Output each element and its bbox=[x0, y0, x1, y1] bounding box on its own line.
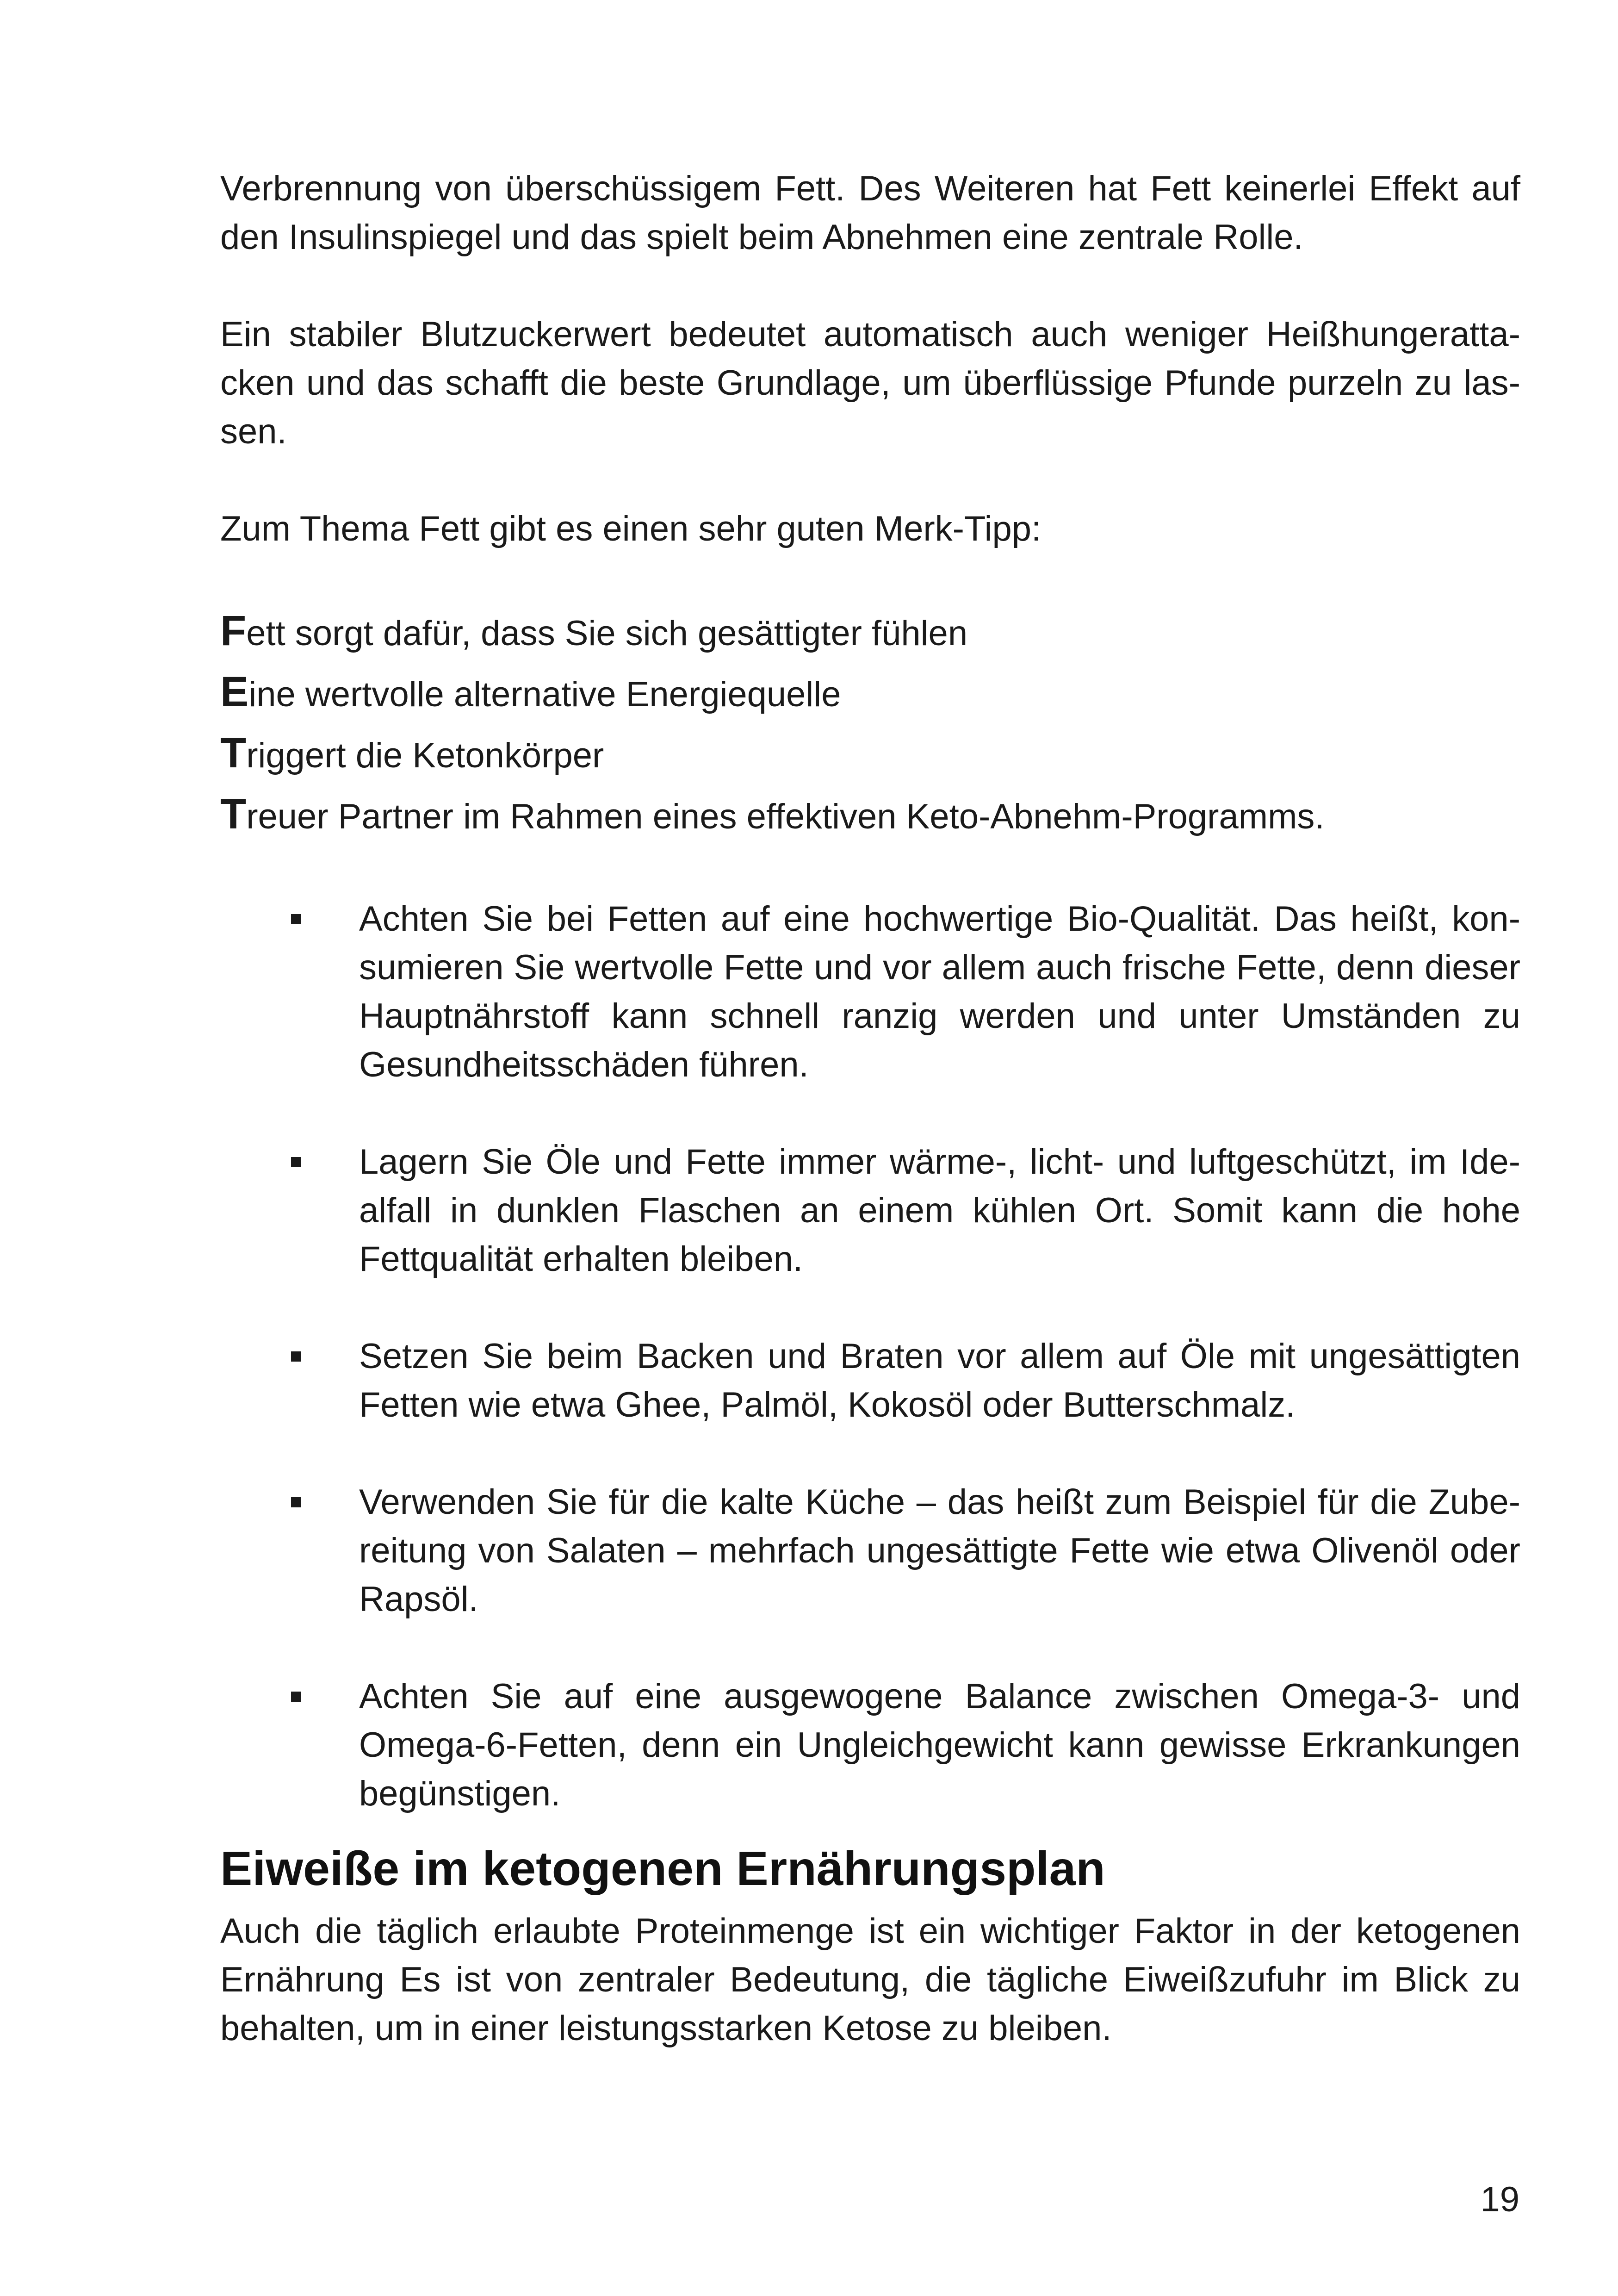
bullet-item bbox=[220, 1672, 1520, 1818]
bullet-text: Setzen Sie beim Backen und Braten vor allem auf Öle mit ungesättigten Fetten wie etwa Ghee, Palmöl, Kokosöl oder Butterschmalz. bbox=[359, 1337, 1520, 1425]
acrostic-text: ine wertvolle alternative Energiequelle bbox=[248, 675, 841, 714]
square-bullet-icon bbox=[291, 1157, 301, 1167]
acrostic-initial: T bbox=[220, 729, 247, 777]
page-number: 19 bbox=[1480, 2180, 1519, 2219]
acrostic-text: reuer Partner im Rahmen eines effektiven Keto-Abnehm-Programms. bbox=[246, 797, 1325, 836]
acrostic-line bbox=[220, 785, 1520, 846]
acrostic-initial: E bbox=[220, 668, 249, 716]
acrostic-text: riggert die Ketonkörper bbox=[246, 736, 604, 775]
square-bullet-icon bbox=[291, 1351, 301, 1362]
acrostic-line bbox=[220, 663, 1520, 724]
section-paragraph: Auch die täglich erlaubte Proteinmenge ist ein wichtiger Faktor in der ketogenen Ernährung Es ist von zentraler Bedeutung, die tägliche Eiweißzufuhr im Blick zu behalten, um in einer leistungsstarken Ketose zu bleiben. bbox=[220, 1911, 1520, 2048]
acrostic-line bbox=[220, 724, 1520, 785]
acrostic-initial: T bbox=[220, 790, 247, 838]
bullet-item bbox=[220, 895, 1520, 1089]
bullet-text: Lagern Sie Öle und Fette immer wärme-, licht- und luftgeschützt, im Idealfall in dunklen Flaschen an einem kühlen Ort. Somit kann die hohe Fettqualität erhalten bleiben. bbox=[359, 1142, 1520, 1279]
bullet-item bbox=[220, 1138, 1520, 1283]
bullet-item bbox=[220, 1332, 1520, 1429]
acrostic-line bbox=[220, 602, 1520, 663]
body-paragraph: Ein stabiler Blutzuckerwert bedeutet automatisch auch weniger Heißhungerattacken und das schafft die beste Grundlage, um überflüssige Pfunde purzeln zu lassen. bbox=[220, 315, 1520, 451]
square-bullet-icon bbox=[291, 1692, 301, 1702]
acrostic-text: ett sorgt dafür, dass Sie sich gesättigter fühlen bbox=[246, 614, 968, 653]
bullet-item bbox=[220, 1478, 1520, 1624]
section-heading: Eiweiße im ketogenen Ernährungsplan bbox=[220, 1842, 1105, 1896]
tips-bullet-list bbox=[220, 895, 1520, 1818]
body-paragraph: Zum Thema Fett gibt es einen sehr guten Merk-Tipp: bbox=[220, 509, 1041, 548]
body-paragraph: Verbrennung von überschüssigem Fett. Des Weiteren hat Fett keinerlei Effekt auf den Insulinspiegel und das spielt beim Abnehmen eine zentrale Rolle. bbox=[220, 169, 1520, 257]
page-content bbox=[220, 164, 1520, 2053]
fett-acrostic bbox=[220, 602, 1520, 846]
bullet-text: Achten Sie bei Fetten auf eine hochwertige Bio-Qualität. Das heißt, konsumieren Sie wertvolle Fette und vor allem auch frische Fette, denn dieser Hauptnährstoff kann schnell ranzig werden und unter Umständen zu Gesundheitsschäden führen. bbox=[359, 899, 1520, 1084]
square-bullet-icon bbox=[291, 1497, 301, 1507]
acrostic-initial: F bbox=[220, 607, 247, 654]
bullet-text: Achten Sie auf eine ausgewogene Balance zwischen Omega-3- und Omega-6-Fetten, denn ein Ungleichgewicht kann gewisse Erkrankungen begünstigen. bbox=[359, 1677, 1520, 1813]
square-bullet-icon bbox=[291, 914, 301, 924]
bullet-text: Verwenden Sie für die kalte Küche – das heißt zum Beispiel für die Zubereitung von Salaten – mehrfach ungesättigte Fette wie etwa Olivenöl oder Rapsöl. bbox=[359, 1482, 1520, 1619]
